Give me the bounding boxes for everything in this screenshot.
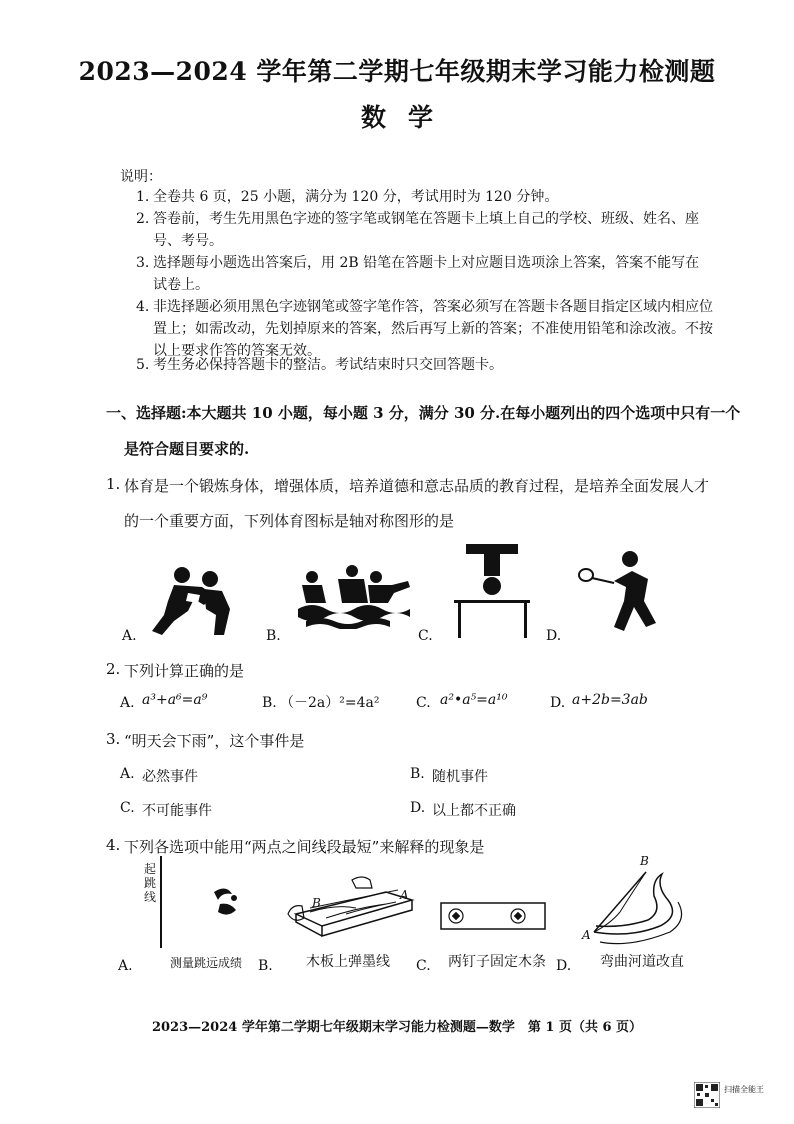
option-label: B. (262, 695, 277, 711)
option-text: （－2a）²=4a² (280, 695, 380, 711)
footprint-icon (208, 884, 244, 920)
option-text: 不可能事件 (142, 803, 212, 819)
point-label-b: B (312, 896, 321, 910)
watermark-text: 扫描全能王 (724, 1085, 764, 1094)
option-label: D. (556, 958, 572, 974)
point-label-a: A (400, 888, 409, 902)
option-label: B. (410, 766, 425, 782)
question-number: 4. (106, 836, 121, 854)
option-label: D. (550, 695, 566, 711)
start-line (160, 856, 162, 948)
winding-river-icon (590, 866, 690, 950)
option-label: A. (120, 766, 135, 782)
figure-caption: 弯曲河道改直 (600, 954, 684, 970)
water-polo-icon (292, 563, 412, 629)
start-line-label: 起跳线 (144, 862, 157, 904)
section-heading-cont: 是符合题目要求的. (124, 440, 250, 458)
option-label: A. (122, 628, 137, 644)
option-label: B. (258, 958, 273, 974)
option-text: 随机事件 (432, 769, 488, 785)
option-text: a³+a⁶=a⁹ (142, 692, 208, 708)
option-label: A. (120, 695, 135, 711)
option-label: C. (416, 958, 431, 974)
question-number: 1. (106, 475, 121, 493)
option-label: C. (120, 800, 135, 816)
question-number: 2. (106, 660, 121, 678)
nailed-strip-icon (440, 902, 546, 930)
question-stem: “明天会下雨”，这个事件是 (124, 732, 305, 750)
note-item: 2. 答卷前，考生先用黑色字迹的签字笔或钢笔在答题卡上填上自己的学校、班级、姓名、座号、考号。 (136, 211, 699, 249)
option-text: a+2b=3ab (572, 692, 648, 708)
figure-caption: 测量跳远成绩 (170, 956, 243, 970)
exam-title: 2023—2024 学年第二学期七年级期末学习能力检测题 (78, 57, 716, 86)
point-label-b: B (640, 854, 649, 868)
page-footer: 2023—2024 学年第二学期七年级期末学习能力检测题—数学 第 1 页（共 6 页） (151, 1020, 643, 1035)
question-stem-cont: 的一个重要方面，下列体育图标是轴对称图形的是 (124, 512, 455, 530)
section-heading: 一、选择题:本大题共 10 小题，每小题 3 分，满分 30 分.在每小题列出的四个选项中只有一个 (106, 404, 741, 422)
option-text: a²•a⁵=a¹⁰ (440, 692, 508, 708)
note-item: 4. 非选择题必须用黑色字迹钢笔或签字笔作答，答案必须写在答题卡各题目指定区域内相应位置上；如需改动，先划掉原来的答案，然后再写上新的答案；不准使用铅笔和涂改液。不按以上要求作答的答案无效。 (136, 299, 713, 359)
wrestling-icon (144, 565, 244, 641)
figure-caption: 木板上弹墨线 (306, 954, 390, 970)
option-label: D. (410, 800, 426, 816)
subject-title: 数学 (360, 103, 455, 132)
point-label-a: A (582, 928, 591, 942)
note-item: 5. 考生务必保持答题卡的整洁。考试结束时只交回答题卡。 (136, 357, 503, 373)
ink-line-board-icon (286, 874, 416, 938)
qr-code-icon (694, 1082, 720, 1108)
option-text: 以上都不正确 (432, 803, 516, 819)
badminton-icon (574, 547, 674, 637)
option-label: C. (418, 628, 433, 644)
question-number: 3. (106, 730, 121, 748)
question-stem: 体育是一个锻炼身体，增强体质，培养道德和意志品质的教育过程，是培养全面发展人才 (124, 477, 710, 495)
option-label: A. (118, 958, 133, 974)
question-stem: 下列各选项中能用“两点之间线段最短”来解释的现象是 (124, 838, 485, 856)
scanner-watermark (694, 1082, 784, 1108)
question-stem: 下列计算正确的是 (124, 662, 245, 680)
note-item: 1. 全卷共 6 页，25 小题，满分为 120 分，考试用时为 120 分钟。 (136, 189, 559, 205)
option-label: B. (266, 628, 281, 644)
note-item: 3. 选择题每小题选出答案后，用 2B 铅笔在答题卡上对应题目选项涂上答案，答案不能写在试卷上。 (136, 255, 700, 293)
option-text: 必然事件 (142, 769, 198, 785)
option-label: C. (416, 695, 431, 711)
gymnastics-icon (444, 540, 540, 640)
option-label: D. (546, 628, 562, 644)
notes-heading: 说明： (120, 169, 162, 185)
figure-caption: 两钉子固定木条 (448, 954, 546, 970)
